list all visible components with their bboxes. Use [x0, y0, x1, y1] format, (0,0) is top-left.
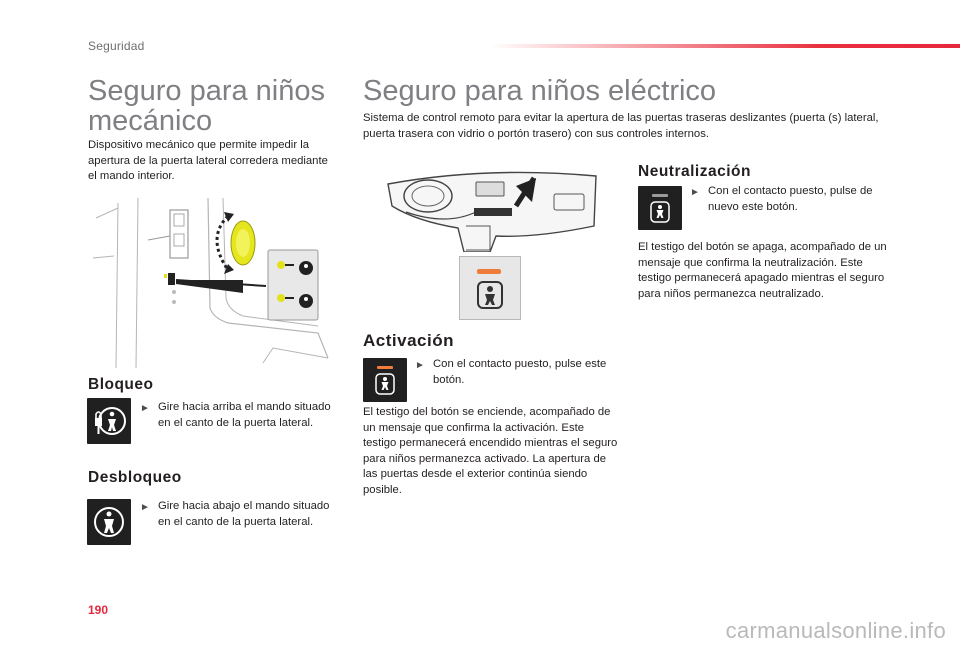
watermark: carmanualsonline.info	[725, 618, 946, 643]
unlock-heading: Desbloqueo	[88, 469, 182, 486]
neutralization-bullet	[690, 184, 895, 215]
activation-bullet-text: Con el contacto puesto, pulse este botón.	[433, 358, 607, 386]
bullet-arrow-icon: ►	[690, 187, 700, 198]
lock-heading: Bloqueo	[88, 376, 154, 393]
unlock-bullet-text: Gire hacia abajo el mando situado en el canto de la puerta lateral.	[158, 500, 330, 528]
child-lock-open-icon	[87, 499, 131, 545]
lock-bullet-text: Gire hacia arriba el mando situado en el canto de la puerta lateral.	[158, 401, 331, 429]
section-label: Seguridad	[88, 39, 145, 53]
bullet-arrow-icon: ►	[415, 360, 425, 371]
accent-bar	[490, 44, 960, 48]
mechanical-intro: Dispositivo mecánico que permite impedir la apertura de la puerta lateral corredera mediante el mando interior.	[88, 139, 328, 182]
child-lock-symbol-icon	[475, 279, 505, 311]
child-lock-button-illustration	[459, 256, 521, 320]
neutralization-bullet-text: Con el contacto puesto, pulse de nuevo este botón.	[708, 185, 873, 213]
child-lock-closed-icon	[87, 398, 131, 444]
neutralization-description: El testigo del botón se apaga, acompañado de un mensaje que confirma la neutralización. Este testigo permanecerá apagado mientras el seguro para niños permanezca neutralizado.	[638, 241, 887, 300]
bullet-arrow-icon: ►	[140, 502, 150, 513]
activation-heading: Activación	[363, 331, 454, 350]
electric-title: Seguro para niños eléctrico	[363, 75, 717, 107]
mechanical-title: Seguro para niños mecánico	[88, 75, 325, 137]
activation-bullet	[415, 357, 620, 388]
neutralization-heading: Neutralización	[638, 163, 751, 180]
lock-bullet	[140, 400, 340, 431]
door-lock-illustration	[88, 198, 333, 368]
page-number: 190	[88, 603, 109, 617]
unlock-bullet	[140, 499, 345, 530]
button-led-on	[477, 269, 501, 274]
dashboard-illustration	[386, 166, 598, 252]
child-lock-button-on-icon	[363, 358, 407, 402]
electric-intro: Sistema de control remoto para evitar la apertura de las puertas traseras deslizantes (puerta (s) lateral, puerta trasera con vidrio o portón trasero) con sus controles internos.	[363, 112, 879, 140]
activation-description: El testigo del botón se enciende, acompañado de un mensaje que confirma la activación. Este testigo permanecerá encendido mientras el seguro para niños permanezca activado. La apertura de las puertas desde el exterior continúa siendo posible.	[363, 406, 618, 496]
bullet-arrow-icon: ►	[140, 403, 150, 414]
child-lock-button-off-icon	[638, 186, 682, 230]
